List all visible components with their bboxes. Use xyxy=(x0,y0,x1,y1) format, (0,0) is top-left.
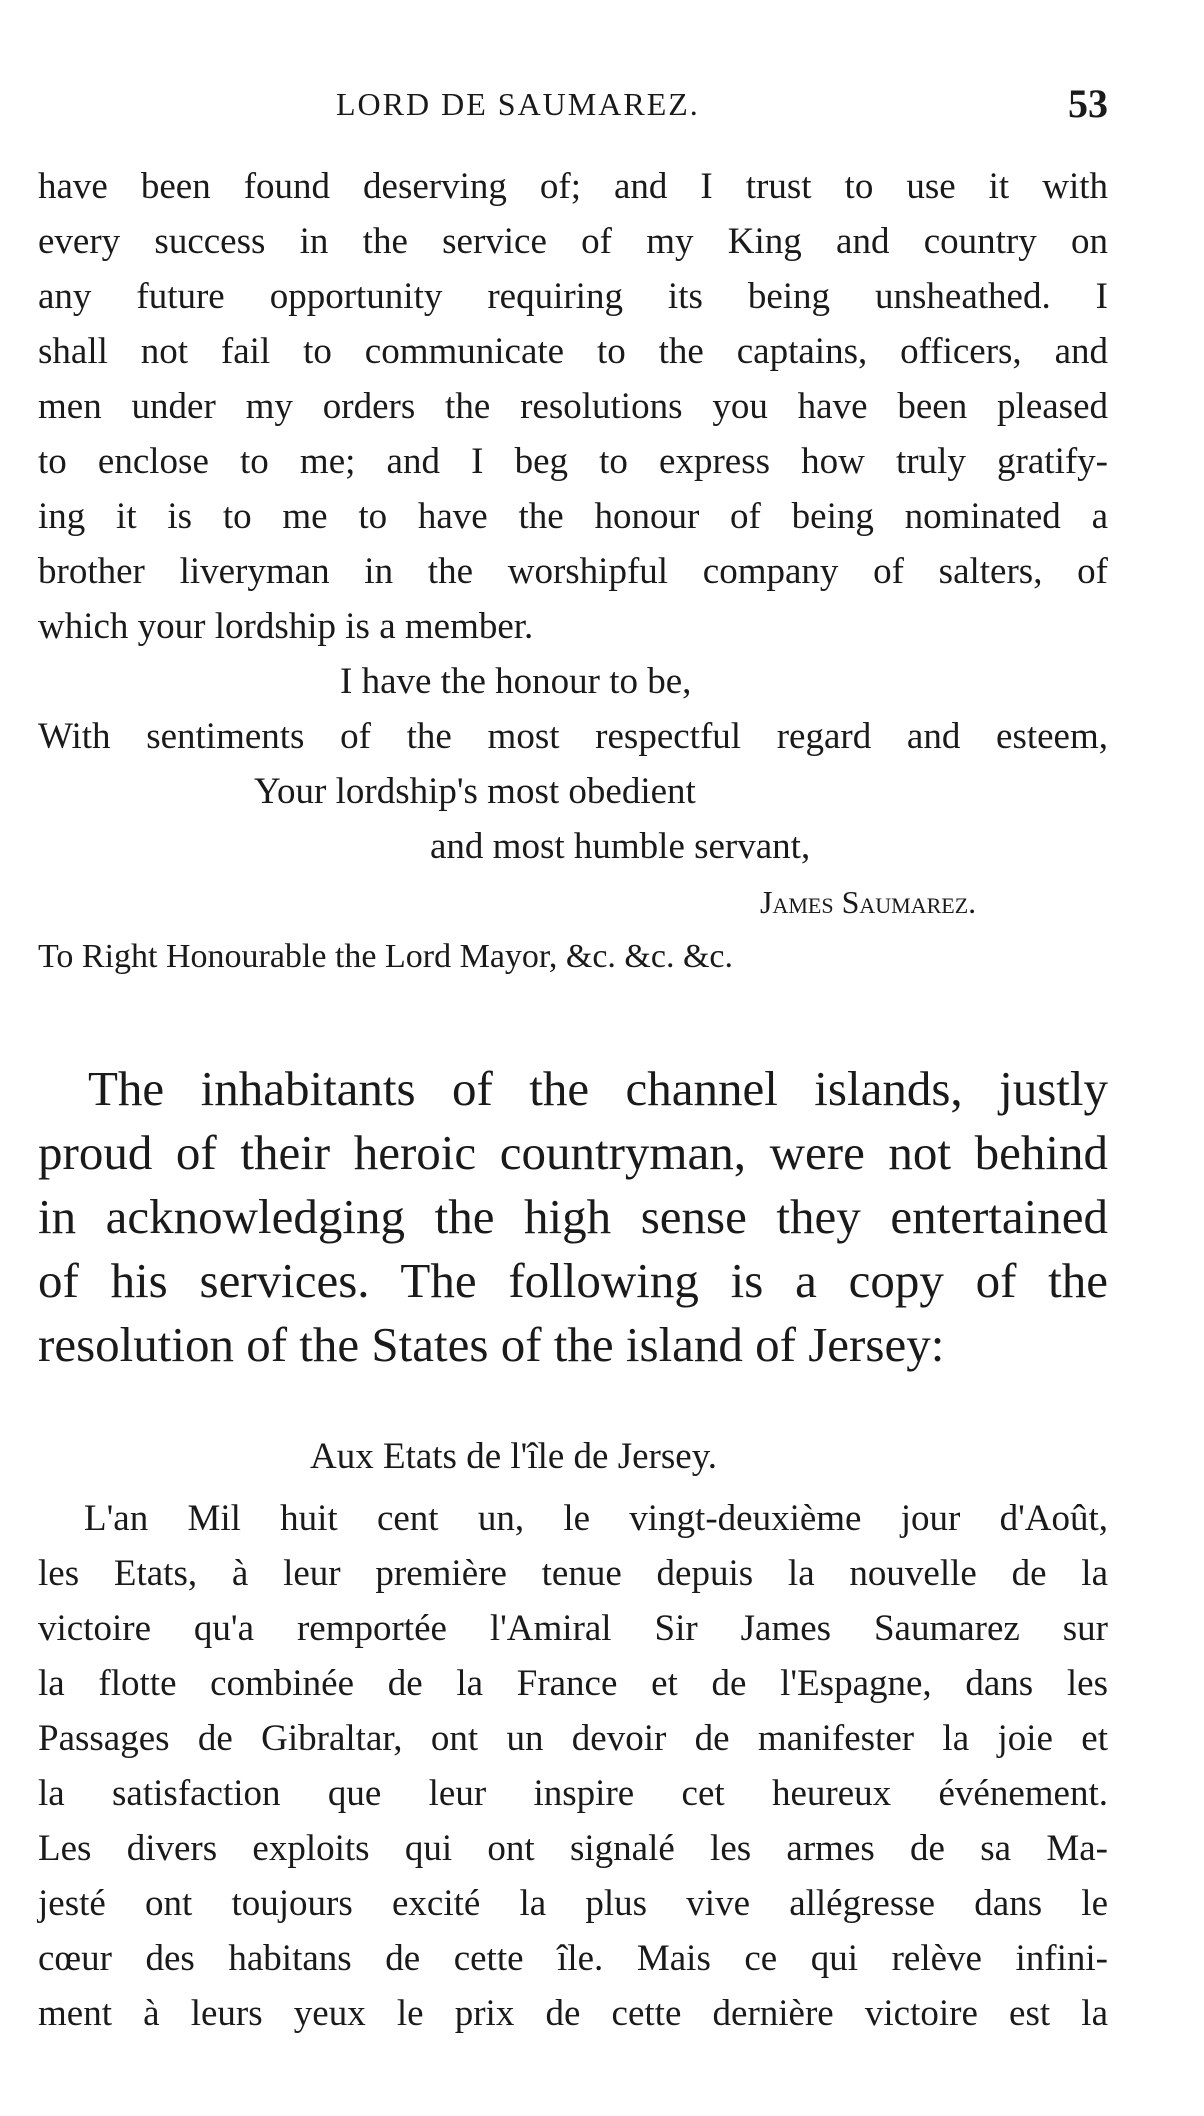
letter-line: shall not fail to communicate to the captains, officers, and xyxy=(38,331,1108,372)
narrative-line: resolution of the States of the island of Jersey: xyxy=(38,1317,945,1372)
resolution-line: la satisfaction que leur inspire cet heureux événement. xyxy=(38,1773,1108,1814)
letter-line: brother liveryman in the worshipful company of salters, of xyxy=(38,551,1108,592)
resolution-line: la flotte combinée de la France et de l'Espagne, dans les xyxy=(38,1663,1108,1704)
resolution-heading: Aux Etats de l'île de Jersey. xyxy=(310,1436,718,1477)
resolution-line: cœur des habitans de cette île. Mais ce qui relève infini- xyxy=(38,1938,1108,1979)
letter-closing: Your lordship's most obedient xyxy=(254,771,696,812)
letter-line: any future opportunity requiring its being unsheathed. I xyxy=(38,276,1108,317)
letter-closing: With sentiments of the most respectful regard and esteem, xyxy=(38,716,1108,757)
letter-line: ing it is to me to have the honour of being nominated a xyxy=(38,496,1108,537)
letter-line: every success in the service of my King and country on xyxy=(38,221,1108,262)
narrative-line: of his services. The following is a copy of the xyxy=(38,1253,1108,1308)
running-title: LORD DE SAUMAREZ. xyxy=(336,86,700,122)
resolution-line: ment à leurs yeux le prix de cette dernière victoire est la xyxy=(38,1993,1108,2034)
page-number: 53 xyxy=(1068,81,1108,126)
resolution-line: victoire qu'a remportée l'Amiral Sir James Saumarez sur xyxy=(38,1608,1108,1649)
resolution-line: Les divers exploits qui ont signalé les armes de sa Ma- xyxy=(38,1828,1108,1869)
letter-addressee: To Right Honourable the Lord Mayor, &c. &c. &c. xyxy=(38,938,733,975)
resolution-line: Passages de Gibraltar, ont un devoir de manifester la joie et xyxy=(38,1718,1108,1759)
narrative-line: in acknowledging the high sense they entertained xyxy=(38,1189,1108,1244)
resolution-line: les Etats, à leur première tenue depuis la nouvelle de la xyxy=(38,1553,1108,1594)
letter-closing: and most humble servant, xyxy=(430,826,811,867)
letter-line: to enclose to me; and I beg to express how truly gratify- xyxy=(38,441,1108,482)
letter-closing: I have the honour to be, xyxy=(340,661,692,702)
letter-signature: James Saumarez. xyxy=(760,884,977,920)
narrative-line: proud of their heroic countryman, were not behind xyxy=(38,1125,1108,1180)
resolution-line: jesté ont toujours excité la plus vive allégresse dans le xyxy=(38,1883,1108,1924)
letter-line: which your lordship is a member. xyxy=(38,606,534,647)
letter-line: have been found deserving of; and I trust to use it with xyxy=(38,166,1108,207)
resolution-line: L'an Mil huit cent un, le vingt-deuxième jour d'Août, xyxy=(84,1498,1108,1539)
letter-line: men under my orders the resolutions you have been pleased xyxy=(38,386,1108,427)
narrative-line: The inhabitants of the channel islands, justly xyxy=(88,1061,1108,1116)
